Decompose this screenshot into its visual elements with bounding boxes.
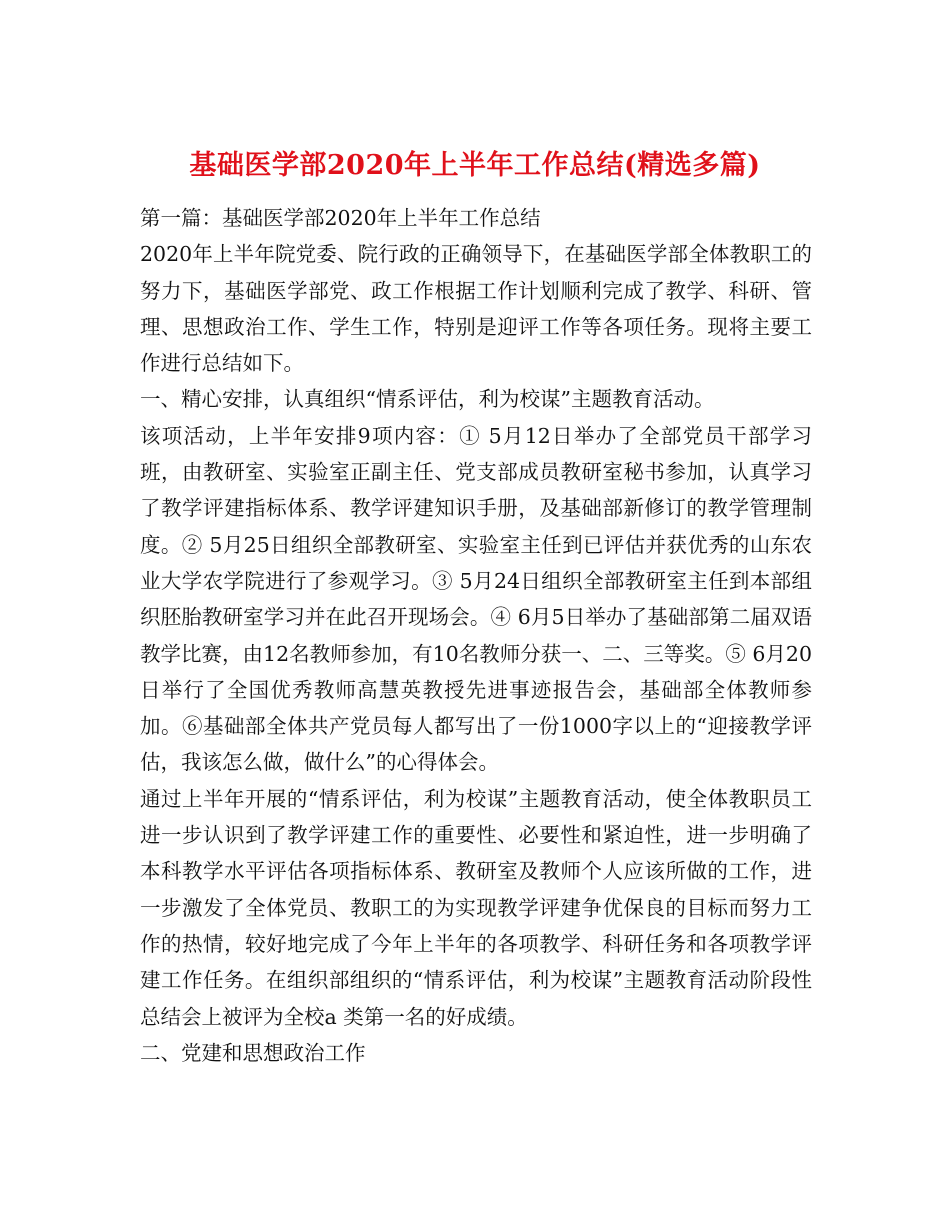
document-title: 基础医学部2020年上半年工作总结(精选多篇)	[189, 150, 761, 182]
paragraph-activity-results: 通过上半年开展的“情系评估，利为校谋”主题教育活动，使全体教职员工进一步认识到了教学评建工作的重要性、必要性和紧迫性，进一步明确了本科教学水平评估各项指标体系、教研室及教师个人应该所做的工作，进一步激发了全体党员、教职工的为实现教学评建争优保良的目标而努力工作的热情，较好地完成了今年上半年的各项教学、科研任务和各项教学评建工作任务。在组织部组织的“情系评估，利为校谋”主题教育活动阶段性总结会上被评为全校a 类第一名的好成绩。	[140, 786, 812, 1029]
paragraph-section-one-heading: 一、精心安排，认真组织“情系评估，利为校谋”主题教育活动。	[140, 387, 715, 412]
paragraph-chapter-heading: 第一篇：基础医学部2020年上半年工作总结	[140, 206, 541, 230]
paragraph-section-two-heading: 二、党建和思想政治工作	[140, 1040, 366, 1065]
paragraph-intro: 2020年上半年院党委、院行政的正确领导下，在基础医学部全体教职工的努力下，基础医学部党、政工作根据工作计划顺利完成了教学、科研、管理、思想政治工作、学生工作，特别是迎评工作等各项任务。现将主要工作进行总结如下。	[140, 242, 812, 376]
document-body	[140, 200, 812, 1071]
paragraph-activity-details: 该项活动，上半年安排9项内容：① 5月12日举办了全部党员干部学习班，由教研室、实验室正副主任、党支部成员教研室秘书参加，认真学习了教学评建指标体系、教学评建知识手册，及基础部新修订的教学管理制度。② 5月25日组织全部教研室、实验室主任到已评估并获优秀的山东农业大学农学院进行了参观学习。③ 5月24日组织全部教研室主任到本部组织胚胎教研室学习并在此召开现场会。④ 6月5日举办了基础部第二届双语教学比赛，由12名教师参加，有10名教师分获一、二、三等奖。⑤ 6月20日举行了全国优秀教师高慧英教授先进事迹报告会，基础部全体教师参加。⑥基础部全体共产党员每人都写出了一份1000字以上的“迎接教学评估，我该怎么做，做什么”的心得体会。	[140, 423, 812, 775]
